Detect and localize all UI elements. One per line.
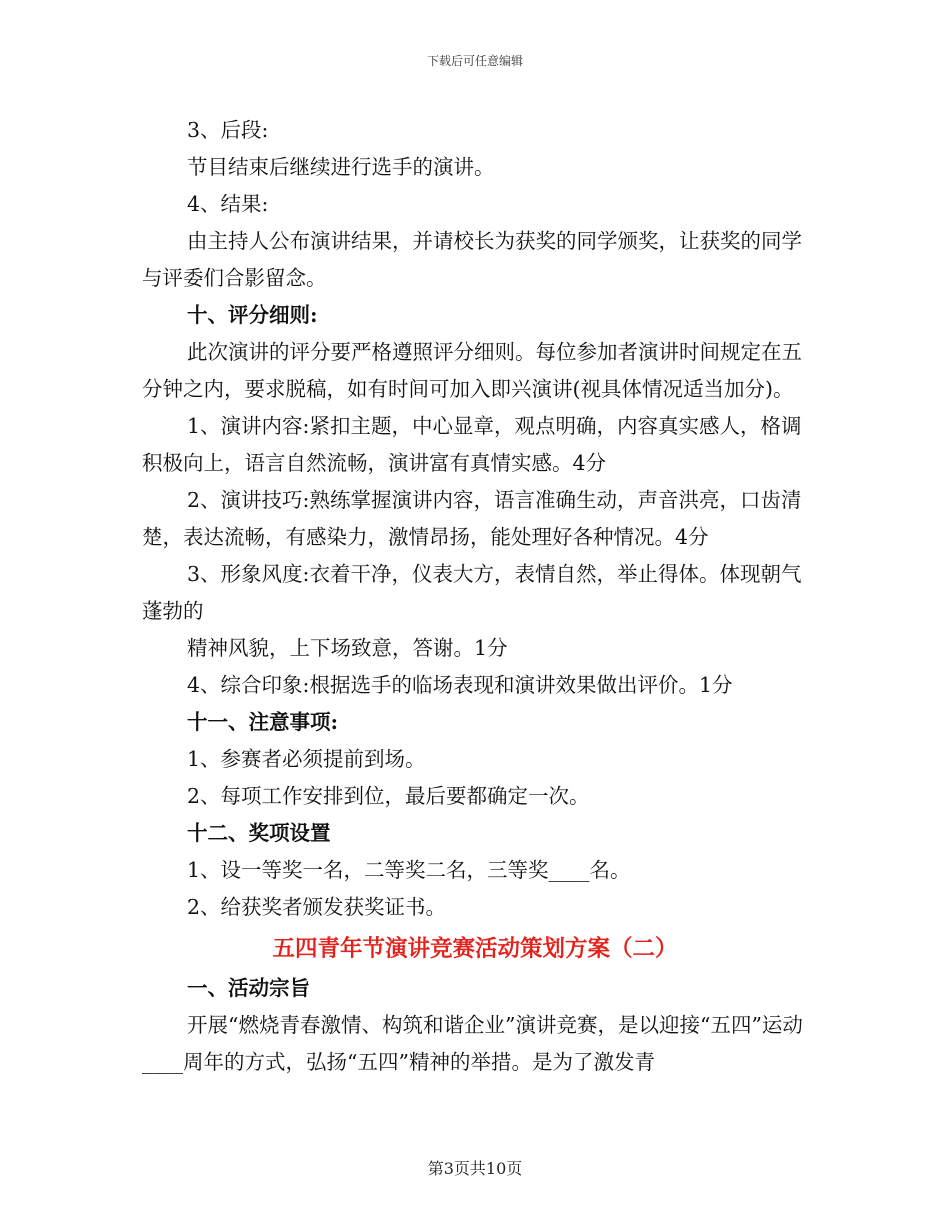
rule-item-appearance-cont: 精神风貌，上下场致意，答谢。1分 xyxy=(187,636,508,660)
section-title-part2: 五四青年节演讲竞赛活动策划方案（二） xyxy=(272,936,678,962)
section-label-later-stage: 3、后段: xyxy=(187,118,269,142)
rule-item-skills: 2、演讲技巧:熟练掌握演讲内容，语言准确生动，声音洪亮，口齿清楚，表达流畅，有感染力，激情昂扬，能处理好各种情况。4分 xyxy=(142,488,802,549)
paragraph-activity-purpose: 开展“燃烧青春激情、构筑和谐企业”演讲竞赛，是以迎接“五四”运动____周年的方式，弘扬“五四”精神的举措。是为了激发青 xyxy=(142,1013,803,1074)
heading-awards: 十二、奖项设置 xyxy=(187,821,331,845)
heading-activity-purpose: 一、活动宗旨 xyxy=(187,976,310,1000)
paragraph-scoring-intro: 此次演讲的评分要严格遵照评分细则。每位参加者演讲时间规定在五分钟之内，要求脱稿，如有时间可加入即兴演讲(视具体情况适当加分)。 xyxy=(142,340,802,401)
award-item-1: 1、设一等奖一名，二等奖二名，三等奖____名。 xyxy=(187,858,631,882)
paragraph-later-stage: 节目结束后继续进行选手的演讲。 xyxy=(187,155,495,179)
note-item-2: 2、每项工作安排到位，最后要都确定一次。 xyxy=(187,784,590,808)
note-item-1: 1、参赛者必须提前到场。 xyxy=(187,747,426,771)
heading-notes: 十一、注意事项: xyxy=(187,710,339,734)
rule-item-overall: 4、综合印象:根据选手的临场表现和演讲效果做出评价。1分 xyxy=(187,673,733,697)
page-header: 下载后可任意编辑 xyxy=(426,54,523,68)
rule-item-content: 1、演讲内容:紧扣主题，中心显章，观点明确，内容真实感人，格调积极向上，语言自然流畅，演讲富有真情实感。4分 xyxy=(142,414,802,475)
document-body xyxy=(142,112,808,1081)
section-label-result: 4、结果: xyxy=(187,192,269,216)
award-item-2: 2、给获奖者颁发获奖证书。 xyxy=(187,895,447,919)
rule-item-appearance: 3、形象风度:衣着干净，仪表大方，表情自然，举止得体。体现朝气蓬勃的 xyxy=(142,562,802,623)
paragraph-result: 由主持人公布演讲结果，并请校长为获奖的同学颁奖，让获奖的同学与评委们合影留念。 xyxy=(142,229,802,290)
heading-scoring-rules: 十、评分细则: xyxy=(187,303,318,327)
page-footer: 第3页共10页 xyxy=(427,1159,523,1178)
